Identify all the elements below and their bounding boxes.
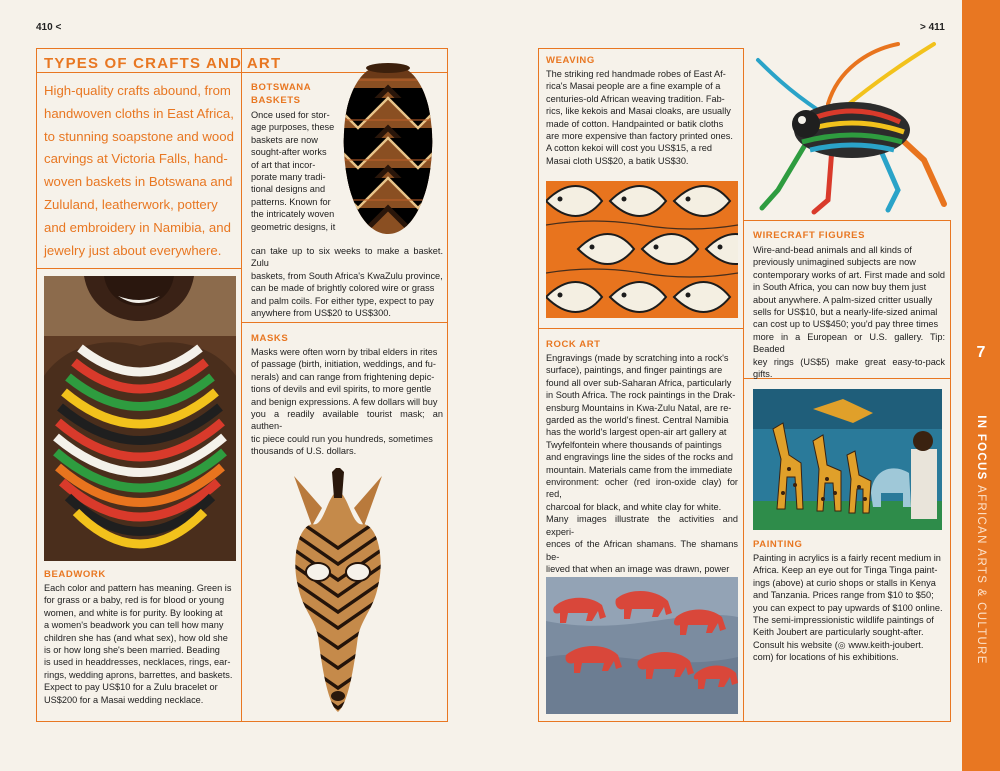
text-line: mountain. Materials came from the immediate — [546, 464, 733, 475]
section-title: TYPES OF CRAFTS AND ART — [44, 55, 282, 72]
text-line: thousands of U.S. dollars. — [251, 446, 357, 457]
text-line: centuries-old African weaving tradition. Fab- — [546, 93, 725, 104]
text-line: Expect to pay US$10 for a Zulu bracelet or — [44, 682, 218, 693]
text-line: ensburg Mountains in Kwa-Zulu Natal, are re- — [546, 402, 732, 413]
text-line: of art that incor- — [251, 159, 316, 170]
text-line: is used in headdresses, necklaces, rings, ear- — [44, 657, 231, 668]
text-line: and benign expressions. A few dollars will buy — [251, 396, 438, 407]
text-line: Masai cloth US$20, a batik US$30. — [546, 155, 689, 166]
botswana-text-wide — [251, 245, 443, 319]
text-line: Many images illustrate the activities and experi- — [546, 514, 738, 537]
text-line: anywhere from US$20 to US$300. — [251, 308, 391, 319]
text-line: tional designs and — [251, 184, 326, 195]
masks-text — [251, 346, 443, 458]
beadwork-photo — [44, 276, 236, 561]
text-line: made of cotton. Handpainted or batik cloths — [546, 118, 724, 129]
text-line: sells for US$10, but a nearly-life-sized animal — [753, 307, 938, 318]
text-line: Once used for stor- — [251, 110, 330, 120]
text-line: nerals) and can range from frightening depic- — [251, 371, 435, 382]
chapter-number: 7 — [976, 344, 986, 361]
text-line: tic piece could run you hundreds, sometimes — [251, 433, 433, 444]
lead-paragraph: High-quality crafts abound, from handwoven cloths in East Africa, to stunning soapstone and wood carvings at Victoria Falls, hand-woven baskets in Botswana and Zululand, leatherwork, pottery and embroidery in Namibia, and jewelry just about everywhere. — [44, 83, 234, 258]
text-line: and Tanzania. Prices range from $10 to $50; — [753, 590, 934, 601]
text-line: more in a European or U.S. gallery. Tip: Beaded — [753, 331, 945, 355]
text-line: a women's beadwork you can tell how many — [44, 620, 224, 631]
text-line: charcoal for black, and white clay for white. — [546, 501, 722, 512]
text-line: A cotton kekoi will cost you US$15, a red — [546, 143, 712, 154]
text-line: The striking red handmade robes of East Af- — [546, 69, 726, 79]
wirecraft-heading: WIRECRAFT FIGURES — [753, 230, 866, 241]
text-line: for grass or a baby, red is for blood or young — [44, 595, 225, 606]
text-line: environment: ocher (red iron-oxide clay) for red, — [546, 477, 738, 500]
text-line: about anywhere. A palm-sized critter usually — [753, 294, 933, 305]
text-line: rings, wedding aprons, barrettes, and baskets. — [44, 669, 233, 680]
text-line: is or how long she's been married. Beading — [44, 645, 220, 656]
text-line: rics, like kekois and Masai cloaks, are usually — [546, 106, 731, 117]
text-line: previously unimagined subjects are now — [753, 257, 916, 268]
text-line: you can expect to pay upwards of $100 online. — [753, 602, 943, 613]
text-line: women, and white is for purity. By looking at — [44, 607, 223, 618]
text-line: The semi-impressionistic wildlife paintings of — [753, 615, 934, 626]
text-line: Wire-and-bead animals and all kinds of — [753, 245, 912, 255]
text-line: found all over sub-Saharan Africa, particularly — [546, 377, 732, 388]
text-line: the intricately woven — [251, 209, 335, 220]
text-line: Each color and pattern has meaning. Green is — [44, 583, 232, 593]
rock-art-heading: ROCK ART — [546, 339, 601, 350]
beaded-insect-image — [748, 40, 950, 216]
text-line: Consult his website (◎ www.keith-joubert. — [753, 639, 924, 650]
text-line: can take up to six weeks to make a basket. Zulu — [251, 246, 443, 269]
text-line: you a readily available tourist mask; an authen- — [251, 409, 443, 432]
botswana-text-narrow — [251, 109, 337, 233]
text-line: in South Africa. The rock paintings in the Drak- — [546, 390, 736, 401]
text-line: patterns. Known for — [251, 196, 331, 207]
text-line: in South Africa, you can now buy them just — [753, 282, 927, 293]
beadwork-text — [44, 582, 236, 706]
fabric-pattern-image — [546, 181, 738, 318]
text-line: can cost up to US$450; you'd pay three times — [753, 319, 939, 330]
rock-painting-image — [546, 577, 738, 714]
text-line: tions of devils and evil spirits, to more gentle — [251, 384, 432, 395]
side-title-light: AFRICAN ARTS & CULTURE — [975, 485, 987, 665]
side-title-bold: IN FOCUS — [975, 415, 987, 481]
text-line: sought-after works — [251, 147, 327, 158]
text-line: and engravings line the sides of the rocks and — [546, 452, 733, 463]
zebra-mask-image — [280, 468, 396, 716]
beadwork-heading: BEADWORK — [44, 569, 106, 580]
text-line: surface), paintings, and finger paintings are — [546, 365, 723, 376]
chapter-side-title — [975, 415, 987, 664]
text-line: Twyfelfontein where thousands of paintings — [546, 439, 722, 450]
text-line: geometric designs, it — [251, 221, 336, 232]
text-line: Engravings (made by scratching into a rock's — [546, 353, 729, 363]
text-line: com) for locations of his exhibitions. — [753, 652, 899, 663]
text-line: baskets, from South Africa's KwaZulu province, — [251, 270, 443, 281]
text-line: ings (above) at curio shops or stalls in Kenya — [753, 577, 936, 588]
text-line: key rings (US$5) make great easy-to-pack gifts. — [753, 356, 945, 380]
woven-basket-image — [338, 58, 438, 240]
text-line: US$200 for a Masai wedding necklace. — [44, 694, 204, 705]
painting-heading: PAINTING — [753, 539, 803, 550]
tinga-tinga-painting-image — [753, 389, 942, 530]
text-line: of passage (birth, initiation, weddings, and fu- — [251, 359, 436, 370]
page-number-right: > 411 — [920, 22, 945, 33]
weaving-text — [546, 68, 738, 167]
text-line: are more expensive than factory printed ones. — [546, 131, 733, 142]
text-line: Painting in acrylics is a fairly recent medium in — [753, 553, 941, 563]
text-line: children she has (and what sex), how old she — [44, 632, 228, 643]
text-line: lieved that when an image was drawn, power — [546, 563, 730, 574]
wirecraft-text — [753, 244, 945, 380]
text-line: ences of the African shamans. The shamans be- — [546, 539, 738, 562]
text-line: has the world's largest open-air art gallery at — [546, 427, 727, 438]
text-line: baskets are now — [251, 134, 318, 145]
botswana-heading-1: BOTSWANA — [251, 82, 312, 93]
text-line: age purposes, these — [251, 122, 335, 133]
lead-rule — [36, 268, 242, 269]
masks-heading: MASKS — [251, 333, 289, 344]
text-line: garded as the world's finest. Central Namibia — [546, 415, 729, 426]
masks-rule — [242, 322, 448, 323]
page-number-left: 410 < — [36, 22, 62, 33]
text-line: contemporary works of art. First made and sold — [753, 269, 945, 280]
botswana-heading-2: BASKETS — [251, 95, 301, 106]
text-line: can be made of brightly colored wire or grass — [251, 283, 435, 294]
text-line: Masks were often worn by tribal elders in rites — [251, 347, 438, 357]
rock-art-text — [546, 352, 738, 588]
text-line: porate many tradi- — [251, 172, 326, 183]
text-line: rica's Masai people are a fine example of a — [546, 81, 721, 92]
text-line: and palm coils. For either type, expect to pay — [251, 295, 434, 306]
painting-text — [753, 552, 945, 664]
rock-art-rule — [538, 328, 744, 329]
text-line: Keith Joubert are particularly sought-after. — [753, 627, 924, 638]
weaving-heading: WEAVING — [546, 55, 595, 66]
text-line: Africa. Keep an eye out for Tinga Tinga paint- — [753, 565, 938, 576]
